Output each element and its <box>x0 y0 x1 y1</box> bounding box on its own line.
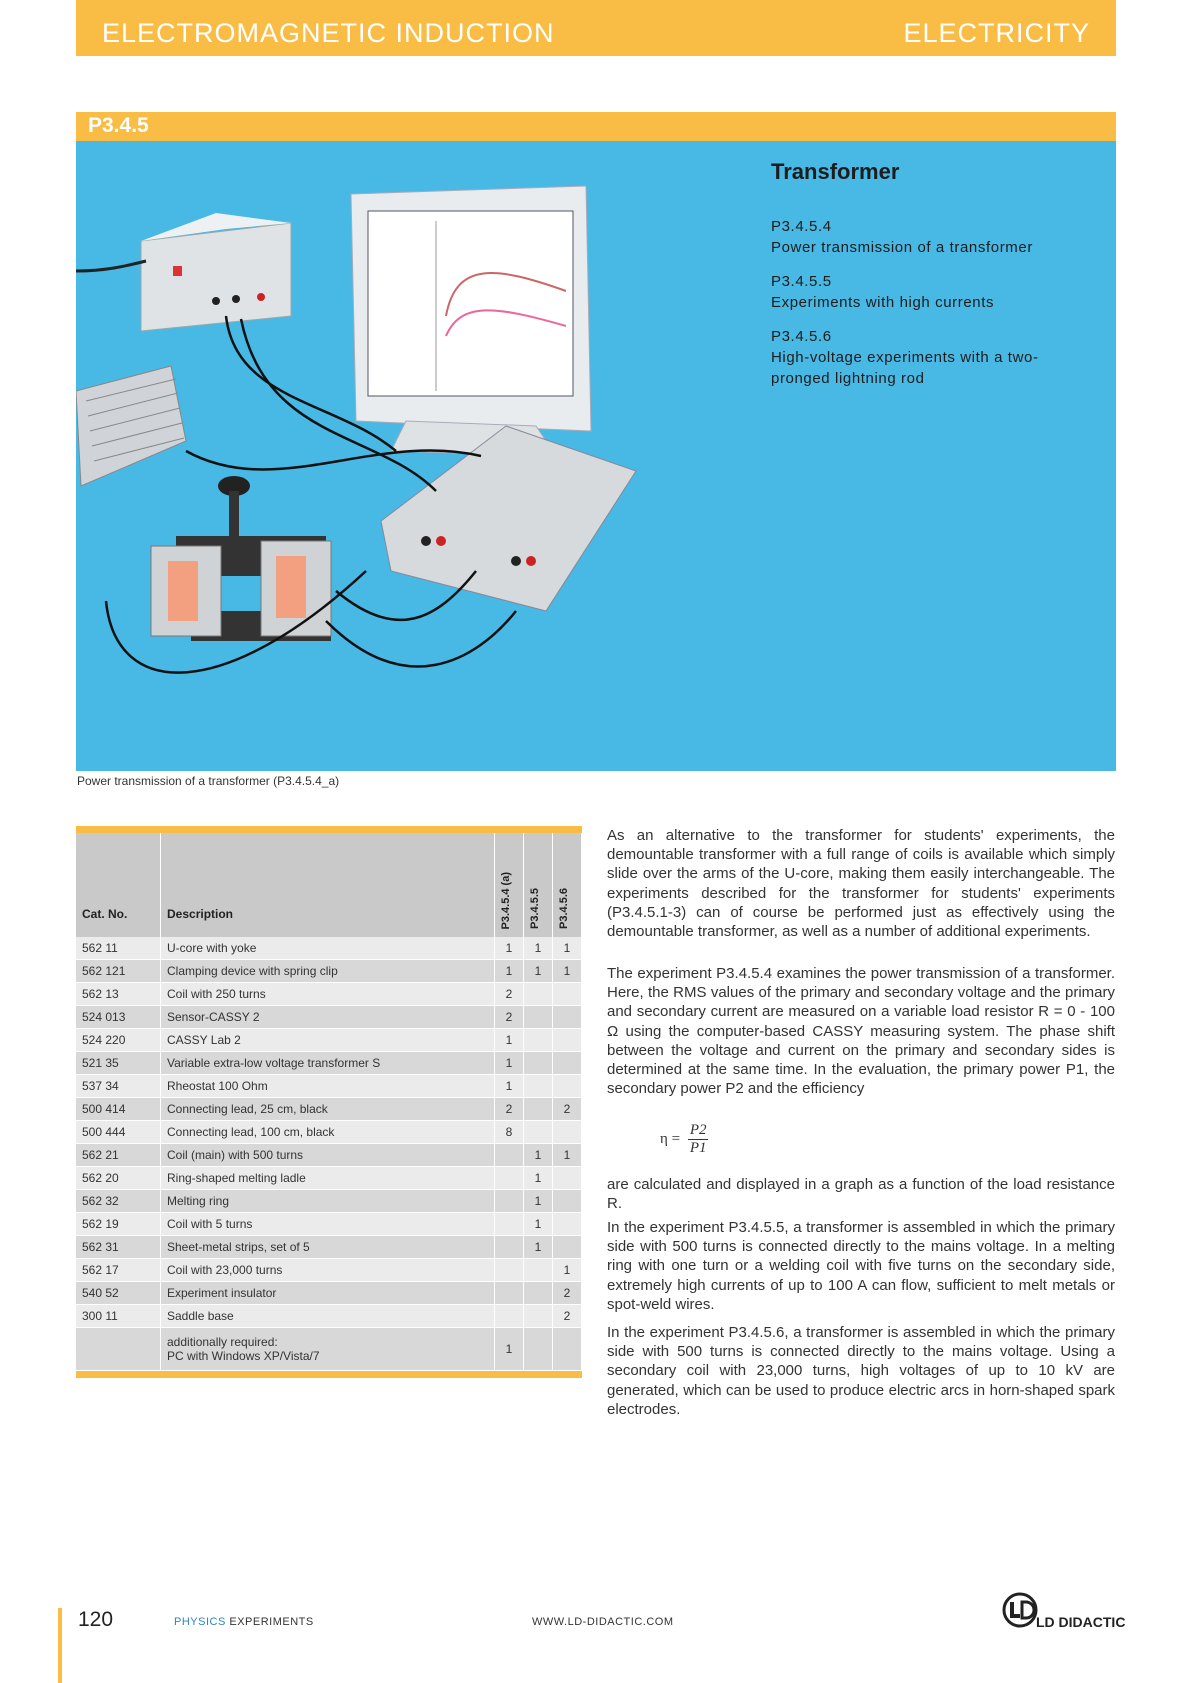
cell-qty: 1 <box>495 1075 524 1098</box>
cell-desc: Rheostat 100 Ohm <box>161 1075 495 1098</box>
cell-desc: U-core with yoke <box>161 937 495 960</box>
table-row <box>76 1121 582 1144</box>
table-row <box>76 1006 582 1029</box>
panel-title: Transformer <box>771 159 900 184</box>
cell-desc: Coil with 250 turns <box>161 983 495 1006</box>
equipment-table <box>76 826 582 1378</box>
section-code: P3.4.5 <box>88 114 149 137</box>
table-row <box>76 937 582 960</box>
cell-qty <box>553 1167 582 1190</box>
cell-qty <box>524 1075 553 1098</box>
cell-qty: 1 <box>524 1236 553 1259</box>
table-row <box>76 1305 582 1328</box>
header-chapter: ELECTROMAGNETIC INDUCTION <box>102 18 555 48</box>
cell-qty <box>553 1328 582 1371</box>
table-row <box>76 1029 582 1052</box>
table-row-additional <box>76 1328 582 1371</box>
experiment-entry <box>771 271 1061 313</box>
table-row <box>76 1052 582 1075</box>
table-row <box>76 1098 582 1121</box>
cell-qty <box>553 1029 582 1052</box>
cell-cat: 562 13 <box>76 983 161 1006</box>
col-header-exp3 <box>553 833 582 937</box>
cell-qty: 1 <box>553 1144 582 1167</box>
cell-cat: 562 17 <box>76 1259 161 1282</box>
cell-desc: Clamping device with spring clip <box>161 960 495 983</box>
cell-qty: 1 <box>553 1259 582 1282</box>
cell-qty <box>495 1167 524 1190</box>
cell-qty: 1 <box>553 960 582 983</box>
additional-item: PC with Windows XP/Vista/7 <box>167 1349 320 1363</box>
cell-cat: 537 34 <box>76 1075 161 1098</box>
formula-fraction <box>688 1122 709 1157</box>
cell-qty: 1 <box>524 1190 553 1213</box>
cell-qty: 1 <box>495 960 524 983</box>
cell-cat: 524 013 <box>76 1006 161 1029</box>
cell-qty <box>524 1029 553 1052</box>
paragraph-exp-5: In the experiment P3.4.5.5, a transformer is assembled in which the primary side with 500 turns is connected directly to the mains voltage. In a melting ring with one turn or a welding coil with five turns on the secondary side, extremely high currents of up to 100 A can flow, sufficient to melt metals or spot-weld wires. <box>607 1219 1115 1313</box>
cell-qty: 1 <box>553 937 582 960</box>
cell-qty: 1 <box>524 937 553 960</box>
cell-qty: 1 <box>495 1029 524 1052</box>
header-bar <box>76 0 1116 56</box>
cell-qty: 8 <box>495 1121 524 1144</box>
cell-cat: 521 35 <box>76 1052 161 1075</box>
cell-desc: Variable extra-low voltage transformer S <box>161 1052 495 1075</box>
cell-desc: Coil (main) with 500 turns <box>161 1144 495 1167</box>
table-row <box>76 1075 582 1098</box>
table-bottom-rule <box>76 1371 582 1378</box>
footer-brand <box>174 1616 314 1628</box>
col-header-exp3-label: P3.4.5.6 <box>558 888 570 929</box>
cell-qty <box>524 1006 553 1029</box>
photo-caption: Power transmission of a transformer (P3.4.5.4_a) <box>77 774 340 788</box>
cell-qty <box>553 1075 582 1098</box>
section-bar <box>76 112 1116 141</box>
cell-qty: 1 <box>524 1213 553 1236</box>
formula-lhs: η = <box>660 1131 681 1147</box>
col-header-exp2-label: P3.4.5.5 <box>529 888 541 929</box>
efficiency-formula <box>660 1122 708 1157</box>
cell-qty: 1 <box>495 1328 524 1371</box>
paragraph-intro: As an alternative to the transformer for students' experiments, the demountable transformer with a full range of coils is available which simply slide over the arms of the U-core, making them easily interchangeable. The experiments described for the transformer for students' experiments (P3.4.5.1-3) can of course be performed just as effectively using the demountable transformer, as well as a number of additional experiments. <box>607 827 1115 941</box>
cell-qty <box>495 1213 524 1236</box>
cell-cat: 562 11 <box>76 937 161 960</box>
cell-cat: 500 444 <box>76 1121 161 1144</box>
cell-qty <box>553 983 582 1006</box>
cell-qty: 1 <box>495 1052 524 1075</box>
cell-qty <box>495 1190 524 1213</box>
cell-qty <box>553 1236 582 1259</box>
cell-qty <box>524 1259 553 1282</box>
experiment-name: Power transmission of a transformer <box>771 239 1033 256</box>
table-row <box>76 1167 582 1190</box>
experiment-code: P3.4.5.5 <box>771 273 832 290</box>
cell-qty <box>495 1236 524 1259</box>
cell-cat: 562 21 <box>76 1144 161 1167</box>
cell-qty <box>553 1052 582 1075</box>
cell-qty <box>524 983 553 1006</box>
cell-qty <box>524 1328 553 1371</box>
table-row <box>76 1259 582 1282</box>
cell-qty <box>524 1282 553 1305</box>
cell-desc: Melting ring <box>161 1190 495 1213</box>
col-header-desc: Description <box>161 833 495 937</box>
cell-qty <box>524 1052 553 1075</box>
table-row <box>76 960 582 983</box>
cell-qty: 2 <box>553 1282 582 1305</box>
cell-qty <box>524 1305 553 1328</box>
header-subject: ELECTRICITY <box>903 18 1090 48</box>
cell-qty: 2 <box>553 1305 582 1328</box>
paragraph-exp-6: In the experiment P3.4.5.6, a transformer is assembled in which the primary side with 500 turns is connected directly to the mains voltage. Using a secondary coil with 23,000 turns, high voltages of up to 10 kV are generated, which can be used to produce electric arcs in horn-shaped spark electrodes. <box>607 1324 1115 1418</box>
experiment-photo <box>76 141 1116 771</box>
cell-qty <box>553 1190 582 1213</box>
cell-desc: Sensor-CASSY 2 <box>161 1006 495 1029</box>
cell-qty <box>524 1098 553 1121</box>
cell-desc: Coil with 23,000 turns <box>161 1259 495 1282</box>
cell-qty: 1 <box>524 1167 553 1190</box>
power-supply-shape <box>141 223 291 331</box>
footer-rule <box>58 1608 62 1683</box>
cell-qty <box>495 1259 524 1282</box>
cell-cat: 524 220 <box>76 1029 161 1052</box>
cell-cat: 562 32 <box>76 1190 161 1213</box>
logo-text: LD DIDACTIC <box>1036 1614 1126 1630</box>
cell-desc: Saddle base <box>161 1305 495 1328</box>
cell-cat <box>76 1328 161 1371</box>
experiment-name: Experiments with high currents <box>771 294 995 311</box>
footer-brand-b: EXPERIMENTS <box>229 1616 314 1628</box>
experiment-entry <box>771 216 1061 258</box>
cell-qty <box>553 1213 582 1236</box>
cell-qty <box>524 1121 553 1144</box>
apparatus-illustration <box>76 141 736 771</box>
cell-cat: 300 11 <box>76 1305 161 1328</box>
cell-cat: 562 20 <box>76 1167 161 1190</box>
cell-qty <box>495 1144 524 1167</box>
cell-desc: Connecting lead, 25 cm, black <box>161 1098 495 1121</box>
col-header-exp1-label: P3.4.5.4 (a) <box>500 871 512 929</box>
table-row <box>76 983 582 1006</box>
cell-qty: 2 <box>495 1098 524 1121</box>
cell-desc: CASSY Lab 2 <box>161 1029 495 1052</box>
table-row <box>76 1236 582 1259</box>
cell-qty: 2 <box>553 1098 582 1121</box>
experiment-code: P3.4.5.6 <box>771 328 832 345</box>
cell-qty <box>553 1006 582 1029</box>
cell-qty: 2 <box>495 1006 524 1029</box>
experiment-code: P3.4.5.4 <box>771 218 832 235</box>
page-number: 120 <box>78 1608 114 1631</box>
cell-qty <box>495 1305 524 1328</box>
cell-desc: Ring-shaped melting ladle <box>161 1167 495 1190</box>
cell-desc <box>161 1328 495 1371</box>
paragraph-exp-4: The experiment P3.4.5.4 examines the power transmission of a transformer. Here, the RMS values of the primary and secondary voltage and the primary and secondary current are measured on a variable load resistor R = 0 - 100 Ω using the computer-based CASSY measuring system. The phase shift between the voltage and current on the primary and secondary sides is determined at the same time. In the evaluation, the primary power P1, the secondary power P2 and the efficiency <box>607 965 1115 1098</box>
cell-desc: Coil with 5 turns <box>161 1213 495 1236</box>
cell-desc: Experiment insulator <box>161 1282 495 1305</box>
experiment-name: High-voltage experiments with a two-pronged lightning rod <box>771 349 1039 387</box>
cell-qty: 2 <box>495 983 524 1006</box>
cell-cat: 540 52 <box>76 1282 161 1305</box>
cell-qty <box>495 1282 524 1305</box>
cell-qty: 1 <box>495 937 524 960</box>
table-top-rule <box>76 826 582 833</box>
footer-brand-a: PHYSICS <box>174 1616 226 1628</box>
cell-cat: 562 31 <box>76 1236 161 1259</box>
table-row <box>76 1213 582 1236</box>
cell-cat: 562 121 <box>76 960 161 983</box>
cell-qty: 1 <box>524 1144 553 1167</box>
cell-qty <box>553 1121 582 1144</box>
table-row <box>76 1144 582 1167</box>
paragraph-exp-4-cont: are calculated and displayed in a graph as a function of the load resistance R. <box>607 1176 1115 1213</box>
col-header-exp1 <box>495 833 524 937</box>
formula-denominator: P1 <box>689 1140 707 1156</box>
formula-numerator: P2 <box>689 1122 707 1138</box>
footer-url[interactable]: WWW.LD-DIDACTIC.COM <box>532 1616 674 1628</box>
cell-cat: 562 19 <box>76 1213 161 1236</box>
experiment-entry <box>771 326 1061 389</box>
cell-qty: 1 <box>524 960 553 983</box>
table-row <box>76 1190 582 1213</box>
cell-cat: 500 414 <box>76 1098 161 1121</box>
table-row <box>76 1282 582 1305</box>
additional-label: additionally required: <box>167 1335 278 1349</box>
col-header-cat: Cat. No. <box>76 833 161 937</box>
col-header-exp2 <box>524 833 553 937</box>
cell-desc: Sheet-metal strips, set of 5 <box>161 1236 495 1259</box>
cell-desc: Connecting lead, 100 cm, black <box>161 1121 495 1144</box>
